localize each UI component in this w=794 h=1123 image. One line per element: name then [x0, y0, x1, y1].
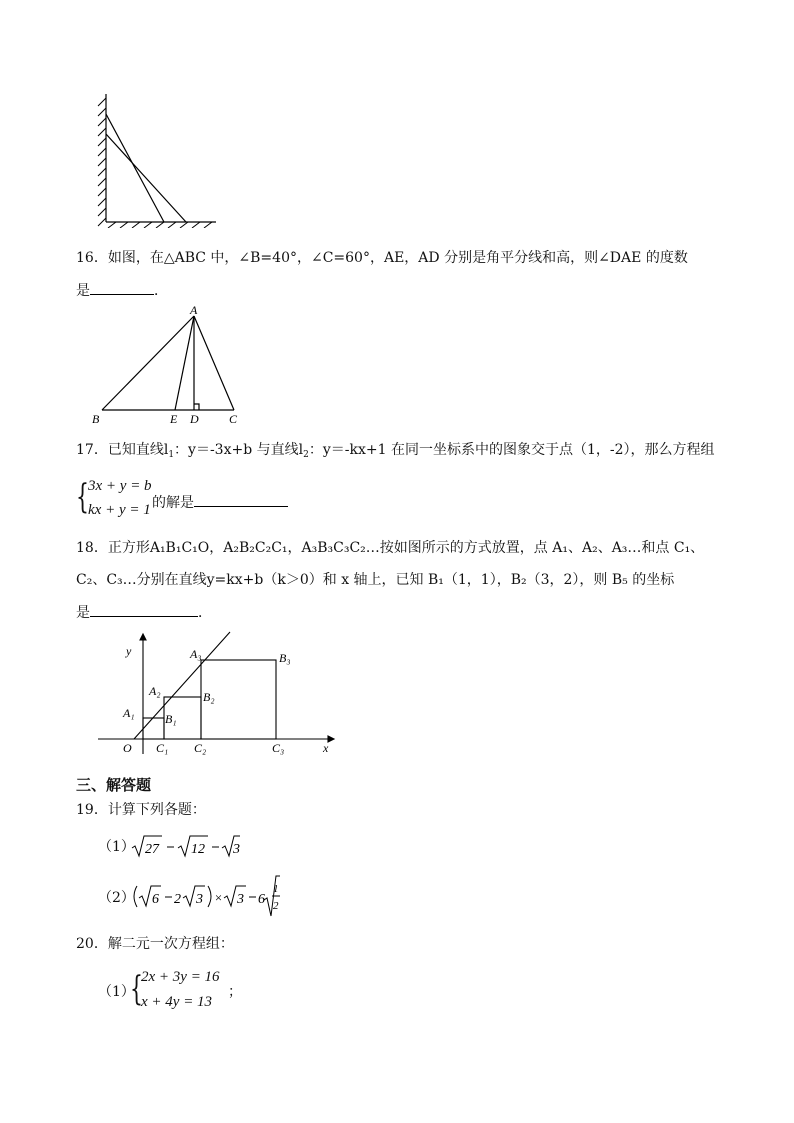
q19-part2-label: （2） — [98, 890, 135, 906]
q19-part2-expr — [130, 874, 280, 918]
q16-text: 如图，在△ABC 中，∠B=40°，∠C=60°，AE，AD 分别是角平分线和高，则∠DAE 的度数 — [107, 250, 688, 266]
q20-text: 解二元一次方程组： — [107, 936, 234, 952]
q20-line — [76, 934, 234, 954]
q19-number: 19． — [76, 802, 108, 818]
q16-number: 16． — [76, 250, 108, 266]
q17-eq2: kx + y = 1 — [88, 502, 151, 518]
q17-number: 17． — [76, 442, 108, 458]
label-A: A — [190, 303, 198, 317]
radicand-3a: 3 — [196, 892, 203, 907]
x-axis-arrow — [328, 736, 334, 742]
label-A2: A₂ — [149, 684, 161, 698]
label-A3: A₃ — [190, 647, 202, 661]
radicand-3b: 3 — [237, 892, 244, 907]
q17-answer-prefix: 的解是 — [152, 495, 194, 511]
q16-answer-prefix: 是 — [76, 283, 90, 299]
q19-text: 计算下列各题： — [107, 802, 206, 818]
q18-line3 — [76, 602, 212, 623]
q17-sub2: 2 — [303, 450, 309, 460]
label-C: C — [229, 412, 238, 426]
right-angle-mark — [194, 404, 199, 410]
q20-eq2: x + 4y = 13 — [141, 994, 213, 1010]
q18-end: ． — [198, 605, 212, 621]
radicand-6: 6 — [152, 892, 159, 907]
label-C2: C₂ — [194, 741, 207, 755]
label-B: B — [92, 412, 100, 426]
q20-part1-label: （1） — [98, 984, 135, 1000]
q18-line1 — [76, 538, 704, 558]
q17-sub1: 1 — [168, 450, 175, 460]
q17-text-a: 已知直线l — [107, 442, 169, 458]
squares-figure — [92, 628, 342, 758]
coef-6: 6 — [258, 892, 265, 907]
q17-system-brace: { — [76, 477, 89, 517]
left-paren — [134, 886, 137, 907]
numerator-1: 1 — [273, 883, 279, 895]
q19-line — [76, 800, 206, 820]
label-y: y — [126, 644, 132, 658]
q20-eq1: 2x + 3y = 16 — [141, 969, 220, 985]
q17-answer-blank[interactable] — [194, 492, 288, 507]
q17-answer — [152, 492, 288, 513]
q17-text-c: ：y＝-kx+1 在同一坐标系中的图象交于点（1，-2），那么方程组 — [308, 442, 715, 458]
q16-line2 — [76, 280, 168, 301]
square-1 — [143, 718, 164, 739]
ladder-figure — [92, 92, 222, 228]
right-paren — [208, 886, 211, 907]
radicand-12: 12 — [191, 842, 205, 857]
q16-answer-blank[interactable] — [90, 280, 154, 295]
q17-text-b: ：y＝-3x+b 与直线l — [174, 442, 304, 458]
side-AB — [102, 316, 194, 410]
q17-line1 — [76, 440, 715, 460]
ladder-line-1 — [106, 114, 164, 222]
q17-eq1: 3x + y = b — [88, 478, 152, 494]
q16-end: ． — [154, 283, 168, 299]
label-E: E — [170, 412, 178, 426]
coef-2: 2 — [174, 892, 181, 907]
q16-line1 — [76, 248, 688, 268]
ladder-line-2 — [106, 134, 186, 222]
label-O: O — [123, 741, 132, 755]
q19-part1-expr — [130, 832, 240, 860]
q18-number: 18． — [76, 540, 108, 556]
ground-hatching — [108, 222, 212, 228]
label-D: D — [190, 412, 199, 426]
q18-text-1: 正方形A₁B₁C₁O，A₂B₂C₂C₁，A₃B₃C₃C₂…按如图所示的方式放置，点 A₁、A₂、A₃…和点 C₁、 — [107, 540, 705, 556]
q18-text-2: C₂、C₃…分别在直线y=kx+b（k＞0）和 x 轴上，已知 B₁（1，1），B₂（3，2），则 B₅ 的坐标 — [76, 572, 675, 588]
times-sign: × — [214, 890, 223, 905]
section-heading: 三、解答题 — [76, 776, 152, 794]
wall-hatching — [98, 98, 106, 226]
q19-part1-label: （1） — [98, 839, 135, 855]
side-AC — [194, 316, 234, 410]
radicand-3: 3 — [233, 842, 240, 857]
y-axis-arrow — [140, 634, 146, 640]
triangle-figure — [88, 302, 248, 428]
q18-line2 — [76, 570, 674, 590]
q18-answer-blank[interactable] — [90, 602, 198, 617]
q18-answer-prefix: 是 — [76, 605, 90, 621]
label-B2: B₂ — [203, 690, 215, 704]
label-x: x — [323, 741, 329, 755]
label-B3: B₃ — [279, 651, 291, 665]
q20-number: 20． — [76, 936, 108, 952]
label-C3: C₃ — [272, 741, 285, 755]
radicand-27: 27 — [145, 842, 159, 857]
label-C1: C₁ — [156, 741, 169, 755]
label-B1: B₁ — [165, 712, 177, 726]
bisector-AE — [175, 316, 194, 410]
q20-end: ； — [228, 984, 242, 1000]
label-A1: A₁ — [123, 706, 135, 720]
denominator-2: 2 — [273, 900, 279, 912]
q20-system-brace: { — [130, 969, 143, 1009]
